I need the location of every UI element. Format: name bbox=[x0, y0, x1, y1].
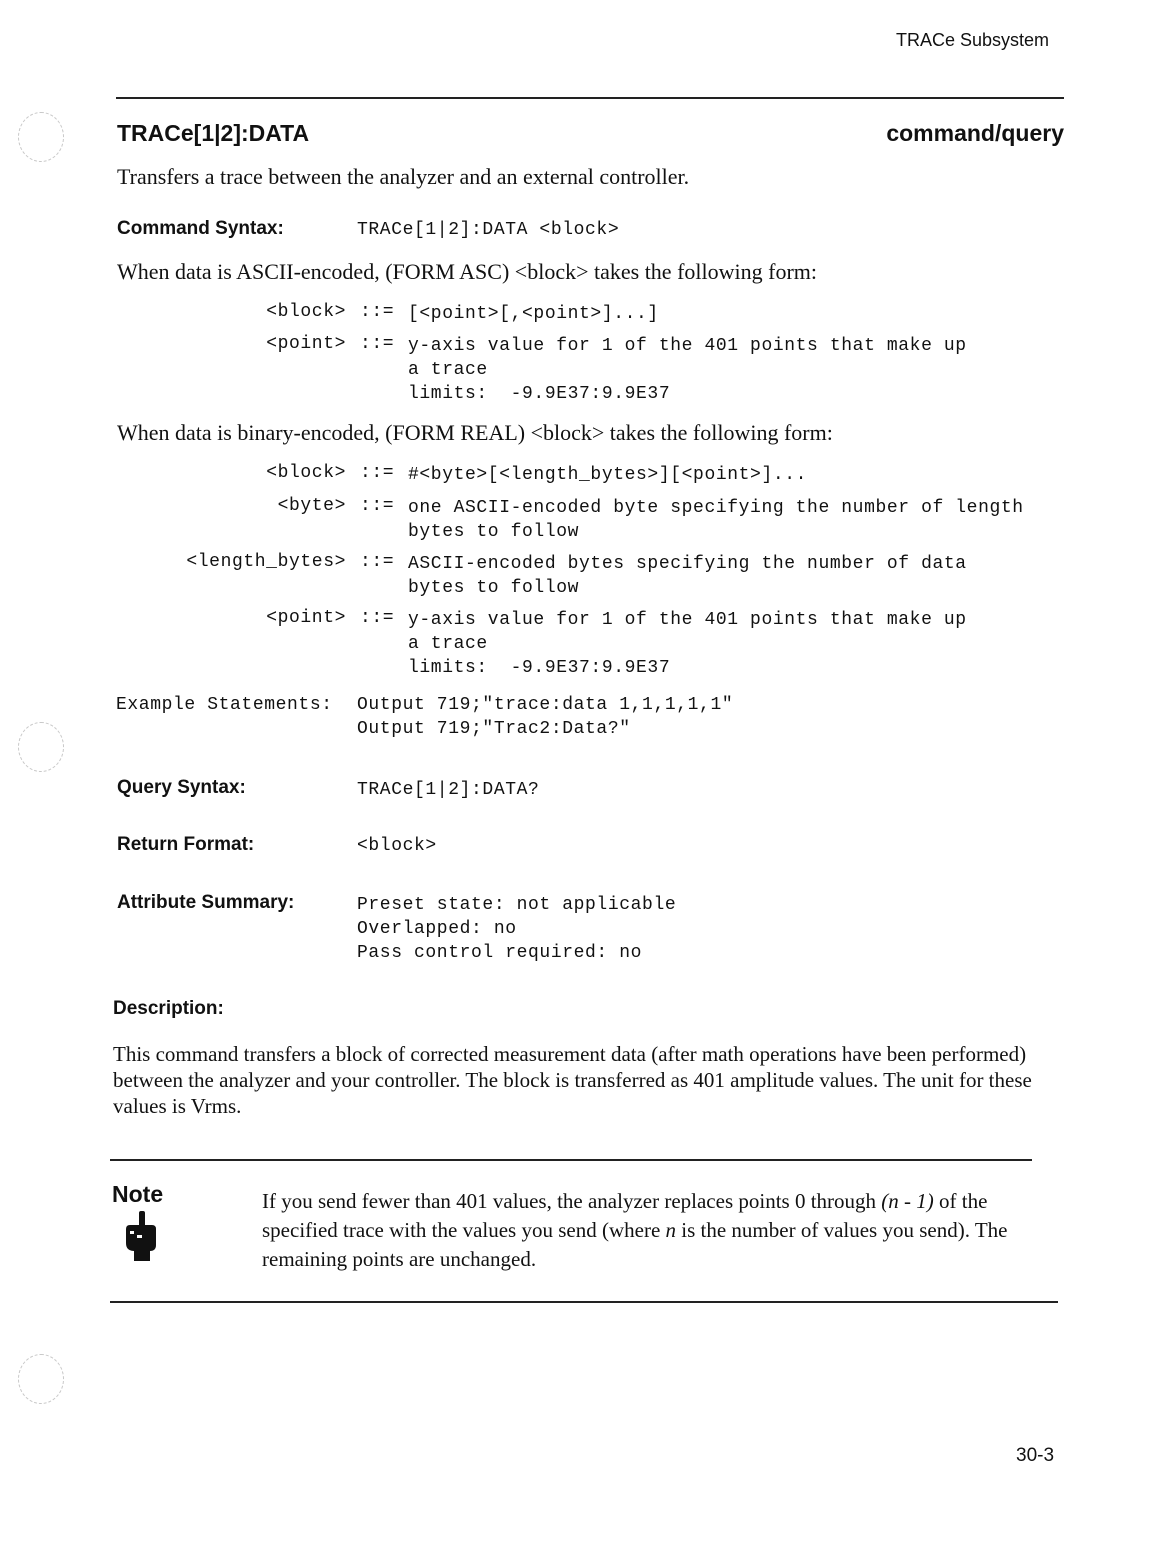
note-text: If you send fewer than 401 values, the analyzer replaces points 0 through (n - 1) of the specified trace with the values you send (where n is the number of values you send). The remaining points are unchanged. bbox=[262, 1189, 1008, 1271]
pointing-hand-icon bbox=[122, 1211, 160, 1261]
binary-def-byte: one ASCII-encoded byte specifying the number of length bytes to follow bbox=[408, 498, 1024, 542]
punch-hole-top bbox=[18, 112, 64, 162]
attribute-line-2: Overlapped: no bbox=[357, 919, 517, 939]
ascii-def-point: y-axis value for 1 of the 401 points that make up a trace limits: -9.9E37:9.9E37 bbox=[408, 336, 967, 404]
running-header: TRACe Subsystem bbox=[896, 30, 1050, 50]
header-rule bbox=[116, 97, 1064, 99]
return-format-value: <block> bbox=[357, 836, 437, 856]
punch-hole-middle bbox=[18, 722, 64, 772]
binary-sep-byte: ::= bbox=[360, 496, 395, 516]
binary-def-length-bytes: ASCII-encoded bytes specifying the number of data bytes to follow bbox=[408, 554, 967, 598]
attribute-summary-label: Attribute Summary: bbox=[117, 892, 295, 913]
attribute-line-1: Preset state: not applicable bbox=[357, 895, 677, 915]
note-bottom-rule bbox=[110, 1301, 1058, 1303]
ascii-sep-block: ::= bbox=[360, 302, 395, 322]
punch-hole-bottom bbox=[18, 1354, 64, 1404]
command-syntax-label: Command Syntax: bbox=[117, 218, 284, 239]
description-text: This command transfers a block of corrected measurement data (after math operations have been performed) between the analyzer and your controller. The block is transferred as 401 amplitude values. The unit for these values is Vrms. bbox=[113, 1042, 1032, 1118]
command-type: command/query bbox=[886, 120, 1064, 146]
examples-label: Example Statements: bbox=[116, 695, 333, 715]
binary-def-point: y-axis value for 1 of the 401 points that make up a trace limits: -9.9E37:9.9E37 bbox=[408, 610, 967, 678]
note-label: Note bbox=[112, 1181, 164, 1207]
attribute-line-3: Pass control required: no bbox=[357, 943, 643, 963]
binary-sep-point: ::= bbox=[360, 608, 395, 628]
example-line-1: Output 719;"trace:data 1,1,1,1,1" bbox=[357, 695, 734, 715]
page-number: 30-3 bbox=[1016, 1445, 1055, 1466]
command-summary: Transfers a trace between the analyzer and an external controller. bbox=[117, 164, 690, 189]
return-format-label: Return Format: bbox=[117, 834, 255, 855]
command-syntax-value: TRACe[1|2]:DATA <block> bbox=[357, 220, 620, 240]
ascii-sep-point: ::= bbox=[360, 334, 395, 354]
binary-term-length-bytes: <length_bytes> bbox=[186, 552, 346, 572]
binary-term-byte: <byte> bbox=[277, 496, 346, 516]
ascii-form-intro: When data is ASCII-encoded, (FORM ASC) <block> takes the following form: bbox=[117, 259, 817, 284]
note-top-rule bbox=[110, 1159, 1032, 1161]
command-title: TRACe[1|2]:DATA bbox=[117, 120, 310, 146]
ascii-term-point: <point> bbox=[266, 334, 346, 354]
ascii-def-block: [<point>[,<point>]...] bbox=[408, 304, 659, 324]
binary-form-intro: When data is binary-encoded, (FORM REAL) <block> takes the following form: bbox=[117, 420, 833, 445]
binary-def-block: #<byte>[<length_bytes>][<point>]... bbox=[408, 465, 808, 485]
example-line-2: Output 719;"Trac2:Data?" bbox=[357, 719, 631, 739]
query-syntax-value: TRACe[1|2]:DATA? bbox=[357, 780, 540, 800]
query-syntax-label: Query Syntax: bbox=[117, 777, 246, 798]
binary-term-point: <point> bbox=[266, 608, 346, 628]
ascii-term-block: <block> bbox=[266, 302, 346, 322]
binary-sep-length-bytes: ::= bbox=[360, 552, 395, 572]
binary-sep-block: ::= bbox=[360, 463, 395, 483]
description-label: Description: bbox=[113, 998, 224, 1019]
binary-term-block: <block> bbox=[266, 463, 346, 483]
